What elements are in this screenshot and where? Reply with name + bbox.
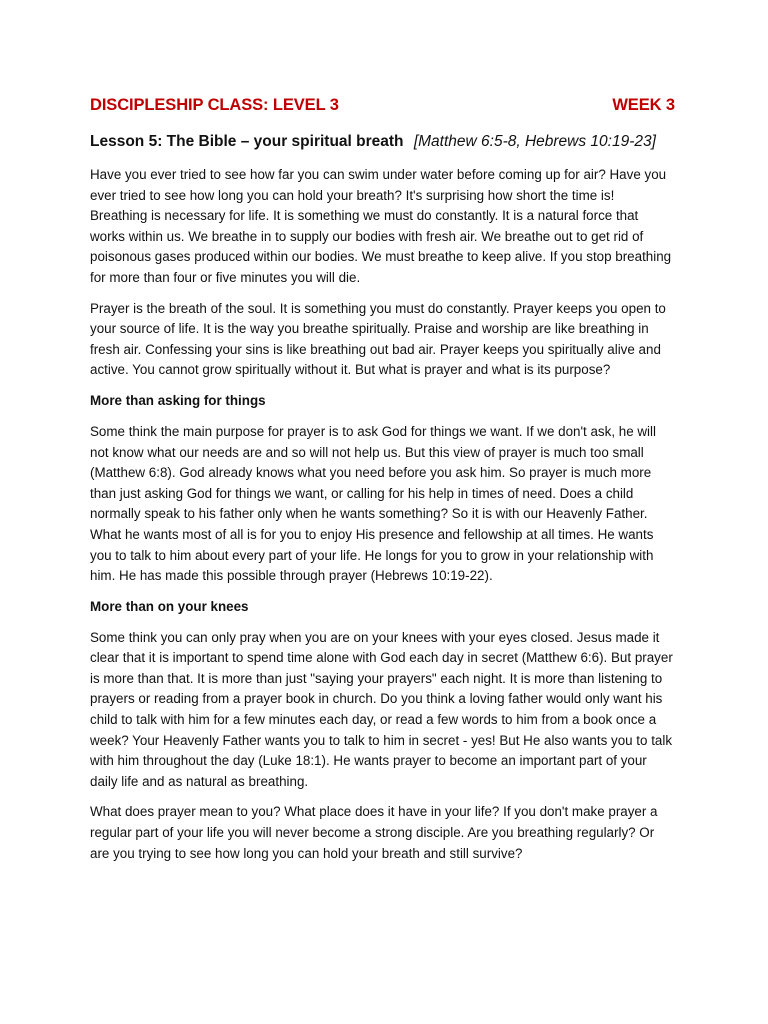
section-heading-asking: More than asking for things: [90, 392, 266, 408]
lesson-heading: [90, 132, 675, 152]
section-heading-knees: More than on your knees: [90, 598, 249, 614]
lesson-scripture-reference: [Matthew 6:5-8, Hebrews 10:19-23]: [413, 133, 656, 150]
paragraph-asking: Some think the main purpose for prayer is to ask God for things we want. If we don't ask, he will not know what our needs are and so will not help us. But this view of prayer is much too small (Matthew 6:8). God already knows what you need before you ask him. So prayer is much more than just asking God for things we want, or calling for his help in times of need. Does a child normally speak to his father only when he wants something? So it is with our Heavenly Father. What he wants most of all is for you to enjoy His presence and fellowship at all times. He wants you to talk to him about every part of your life. He longs for you to grow in your relationship with him. He has made this possible through prayer (Hebrews 10:19-22).: [90, 423, 656, 584]
class-title: DISCIPLESHIP CLASS: LEVEL 3: [90, 96, 339, 114]
paragraph-prayer-breath: Prayer is the breath of the soul. It is something you must do constantly. Prayer keeps you open to your source of life. It is the way you breathe spiritually. Praise and worship are like breathing in fresh air. Confessing your sins is like breathing out bad air. Prayer keeps you spiritually alive and active. You cannot grow spiritually without it. But what is prayer and what is its purpose?: [90, 300, 666, 378]
lesson-title: Lesson 5: The Bible – your spiritual breath: [90, 133, 404, 150]
document-page: [90, 96, 675, 874]
paragraph-knees: Some think you can only pray when you are on your knees with your eyes closed. Jesus made it clear that it is important to spend time alone with God each day in secret (Matthew 6:6). But prayer is more than that. It is more than just "saying your prayers" each night. It is more than listening to prayers or reading from a prayer book in church. Do you think a loving father would only want his child to talk with him for a few minutes each day, or read a few words to him from a book once a week? Your Heavenly Father wants you to talk to him in secret - yes! But He also wants you to talk with him throughout the day (Luke 18:1). He wants prayer to become an important part of your daily life and as natural as breathing.: [90, 629, 673, 789]
week-label: WEEK 3: [612, 96, 675, 114]
header-row: [90, 96, 675, 118]
paragraph-closing: What does prayer mean to you? What place does it have in your life? If you don't make prayer a regular part of your life you will never become a strong disciple. Are you breathing regularly? Or are you trying to see how long you can hold your breath and still survive?: [90, 804, 658, 861]
paragraph-intro: Have you ever tried to see how far you can swim under water before coming up for air? Have you ever tried to see how long you can hold your breath? It's surprising how short the time is! Breathing is necessary for life. It is something we must do constantly. It is a natural force that works within us. We breathe in to supply our bodies with fresh air. We breathe out to get rid of poisonous gases produced within our bodies. We must breathe to keep alive. If you stop breathing for more than four or five minutes you will die.: [90, 167, 672, 285]
